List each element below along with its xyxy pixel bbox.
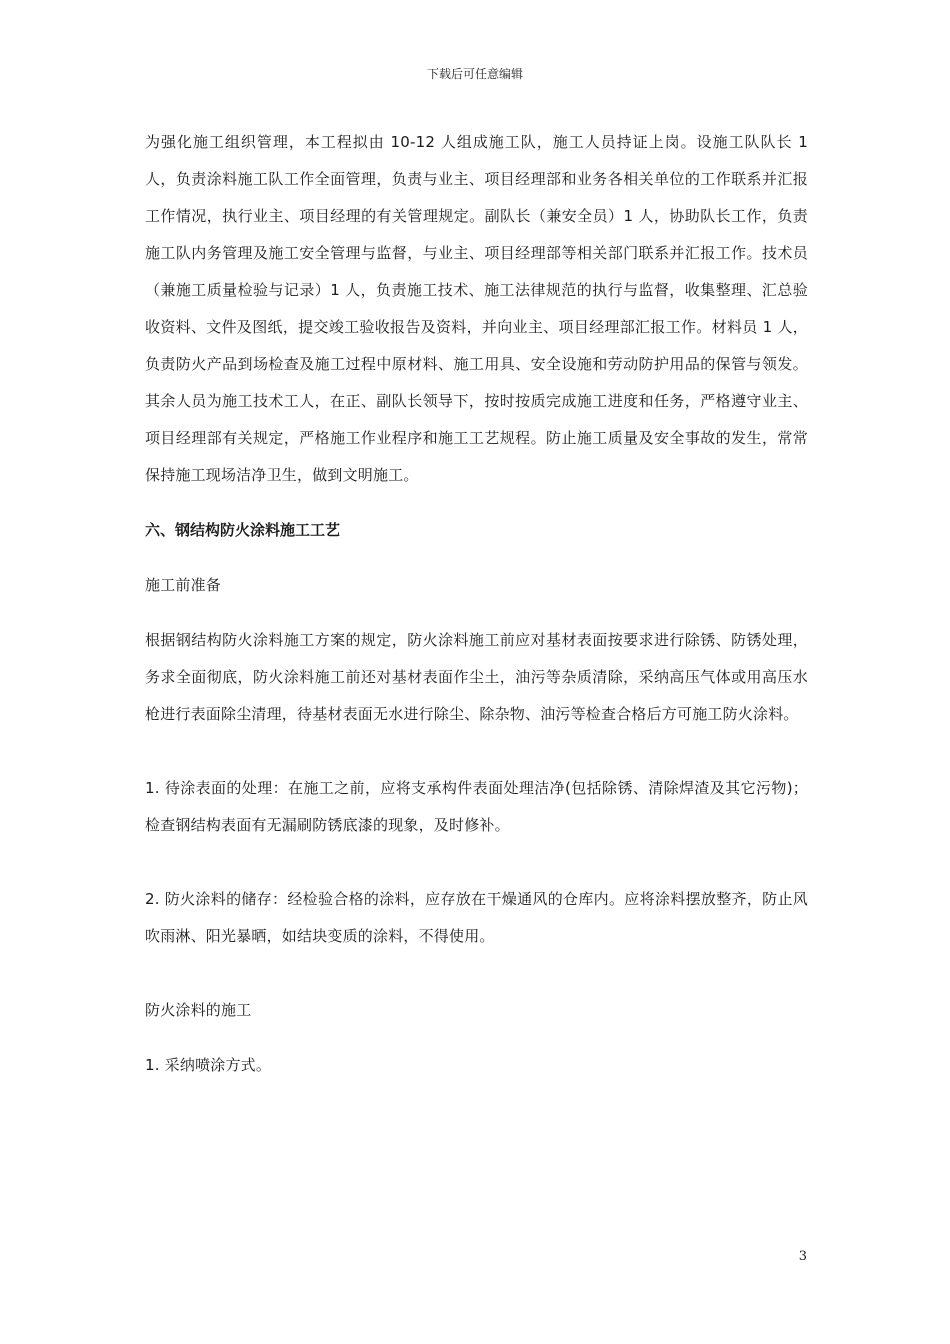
list-item-storage: 2. 防火涂料的储存：经检验合格的涂料，应存放在干燥通风的仓库内。应将涂料摆放整齐，防止风吹雨淋、阳光暴晒，如结块变质的涂料，不得使用。 <box>145 890 808 945</box>
document-body <box>145 124 808 1084</box>
subheading-preparation: 施工前准备 <box>145 576 222 594</box>
page-number: 3 <box>798 1249 807 1264</box>
list-item-spray-method: 1. 采纳喷涂方式。 <box>145 1056 272 1074</box>
subheading-construction: 防火涂料的施工 <box>145 1001 252 1019</box>
section-heading-6: 六、钢结构防火涂料施工工艺 <box>145 521 341 539</box>
paragraph-preparation: 根据钢结构防火涂料施工方案的规定，防火涂料施工前应对基材表面按要求进行除锈、防锈处理，务求全面彻底，防火涂料施工前还对基材表面作尘土，油污等杂质清除，采纳高压气体或用高压水枪进行表面除尘清理，待基材表面无水进行除尘、除杂物、油污等检查合格后方可施工防火涂料。 <box>145 631 808 723</box>
paragraph-team-organization: 为强化施工组织管理，本工程拟由 10-12 人组成施工队，施工人员持证上岗。设施工队队长 1 人，负责涂料施工队工作全面管理，负责与业主、项目经理部和业务各相关单位的工作联系并汇报工作情况，执行业主、项目经理的有关管理规定。副队长（兼安全员）1 人，协助队长工作，负责施工队内务管理及施工安全管理与监督，与业主、项目经理部等相关部门联系并汇报工作。技术员（兼施工质量检验与记录）1 人，负责施工技术、施工法律规范的执行与监督，收集整理、汇总验收资料、文件及图纸，提交竣工验收报告及资料，并向业主、项目经理部汇报工作。材料员 1 人，负责防火产品到场检查及施工过程中原材料、施工用具、安全设施和劳动防护用品的保管与领发。其余人员为施工技术工人，在正、副队长领导下，按时按质完成施工进度和任务，严格遵守业主、项目经理部有关规定，严格施工作业程序和施工工艺规程。防止施工质量及安全事故的发生，常常保持施工现场洁净卫生，做到文明施工。 <box>145 133 808 484</box>
list-item-surface-treatment: 1. 待涂表面的处理：在施工之前，应将支承构件表面处理洁净(包括除锈、清除焊渣及其它污物)；检查钢结构表面有无漏刷防锈底漆的现象，及时修补。 <box>145 779 808 834</box>
page-header: 下载后可任意编辑 <box>426 67 523 81</box>
